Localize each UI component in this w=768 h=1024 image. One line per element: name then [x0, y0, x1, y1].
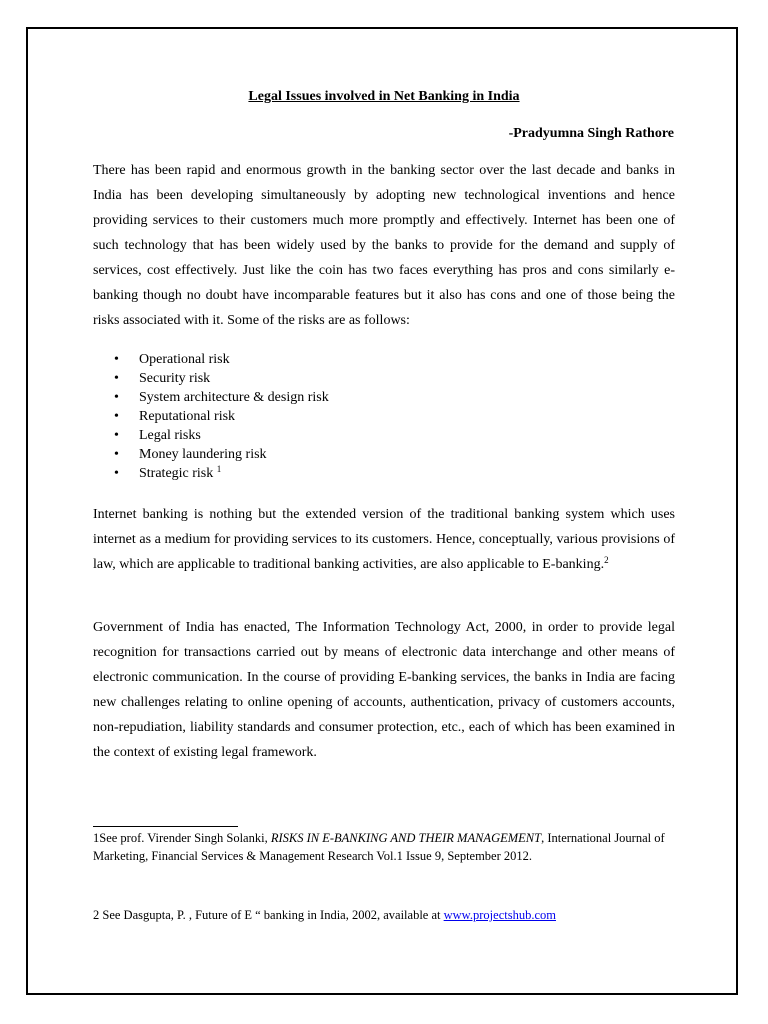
- footnote-ref[interactable]: 1: [216, 464, 222, 474]
- risk-label: Money laundering risk: [139, 447, 267, 462]
- paragraph-text: Internet banking is nothing but the extended version of the traditional banking system which uses internet as a medium for providing services to its customers. Hence, conceptually, various provisions of law, which are applicable to traditional banking activities, are also applicable to E-banking.: [93, 507, 675, 572]
- projectshub-link[interactable]: www.projectshub.com: [443, 908, 556, 922]
- footnote-2: [93, 906, 693, 924]
- intro-paragraph: There has been rapid and enormous growth in the banking sector over the last decade and banks in India has been developing simultaneously by adopting new technological inventions and hence providing services to their customers much more promptly and effectively. Internet has been one of such technology that has been widely used by the banks to provide for the demand and supply of services, cost effectively. Just like the coin has two faces everything has pros and cons similarly e-banking though no doubt have incomparable features but it also has cons and one of those being the risks associated with it. Some of the risks are as follows:: [93, 163, 675, 328]
- bullet-icon: •: [114, 390, 119, 405]
- list-item: [93, 369, 329, 388]
- footnote-1: [93, 829, 693, 865]
- document-author: -Pradyumna Singh Rathore: [508, 126, 674, 141]
- risk-list: [93, 350, 329, 483]
- it-act-paragraph: Government of India has enacted, The Information Technology Act, 2000, in order to provide legal recognition for transactions carried out by means of electronic data interchange and other means of electronic communication. In the course of providing E-banking services, the banks in India are facing new challenges relating to online opening of accounts, authentication, privacy of customers accounts, non-repudiation, liability standards and consumer protection, etc., each of which has been examined in the context of existing legal framework.: [93, 620, 675, 760]
- footnote-ref[interactable]: 2: [604, 555, 609, 565]
- risk-label: Legal risks: [139, 428, 201, 443]
- risk-label: Security risk: [139, 371, 211, 386]
- document-title: Legal Issues involved in Net Banking in India: [248, 89, 520, 104]
- risk-label: Reputational risk: [139, 409, 236, 424]
- list-item: [93, 445, 329, 464]
- bullet-icon: •: [114, 466, 119, 481]
- bullet-icon: •: [114, 371, 119, 386]
- bullet-icon: •: [114, 447, 119, 462]
- risk-label: Operational risk: [139, 352, 230, 367]
- footnote-1-prefix: 1See prof. Virender Singh Solanki,: [93, 831, 271, 845]
- list-item: [93, 426, 329, 445]
- risk-label: System architecture & design risk: [139, 390, 329, 405]
- list-item: [93, 464, 329, 483]
- bullet-icon: •: [114, 428, 119, 443]
- footnote-divider: [93, 826, 238, 827]
- risk-label: Strategic risk: [139, 466, 214, 481]
- footnote-1-title: RISKS IN E-BANKING AND THEIR MANAGEMENT: [270, 831, 542, 845]
- bullet-icon: •: [114, 352, 119, 367]
- list-item: [93, 350, 329, 369]
- bullet-icon: •: [114, 409, 119, 424]
- footnote-2-text: 2 See Dasgupta, P. , Future of E “ banking in India, 2002, available at: [93, 908, 444, 922]
- list-item: [93, 388, 329, 407]
- footnote-1-rest: , International Journal of Marketing, Financial Services & Management Research Vol.1 Issue 9, September 2012.: [93, 831, 665, 863]
- internet-banking-paragraph: [93, 502, 675, 577]
- list-item: [93, 407, 329, 426]
